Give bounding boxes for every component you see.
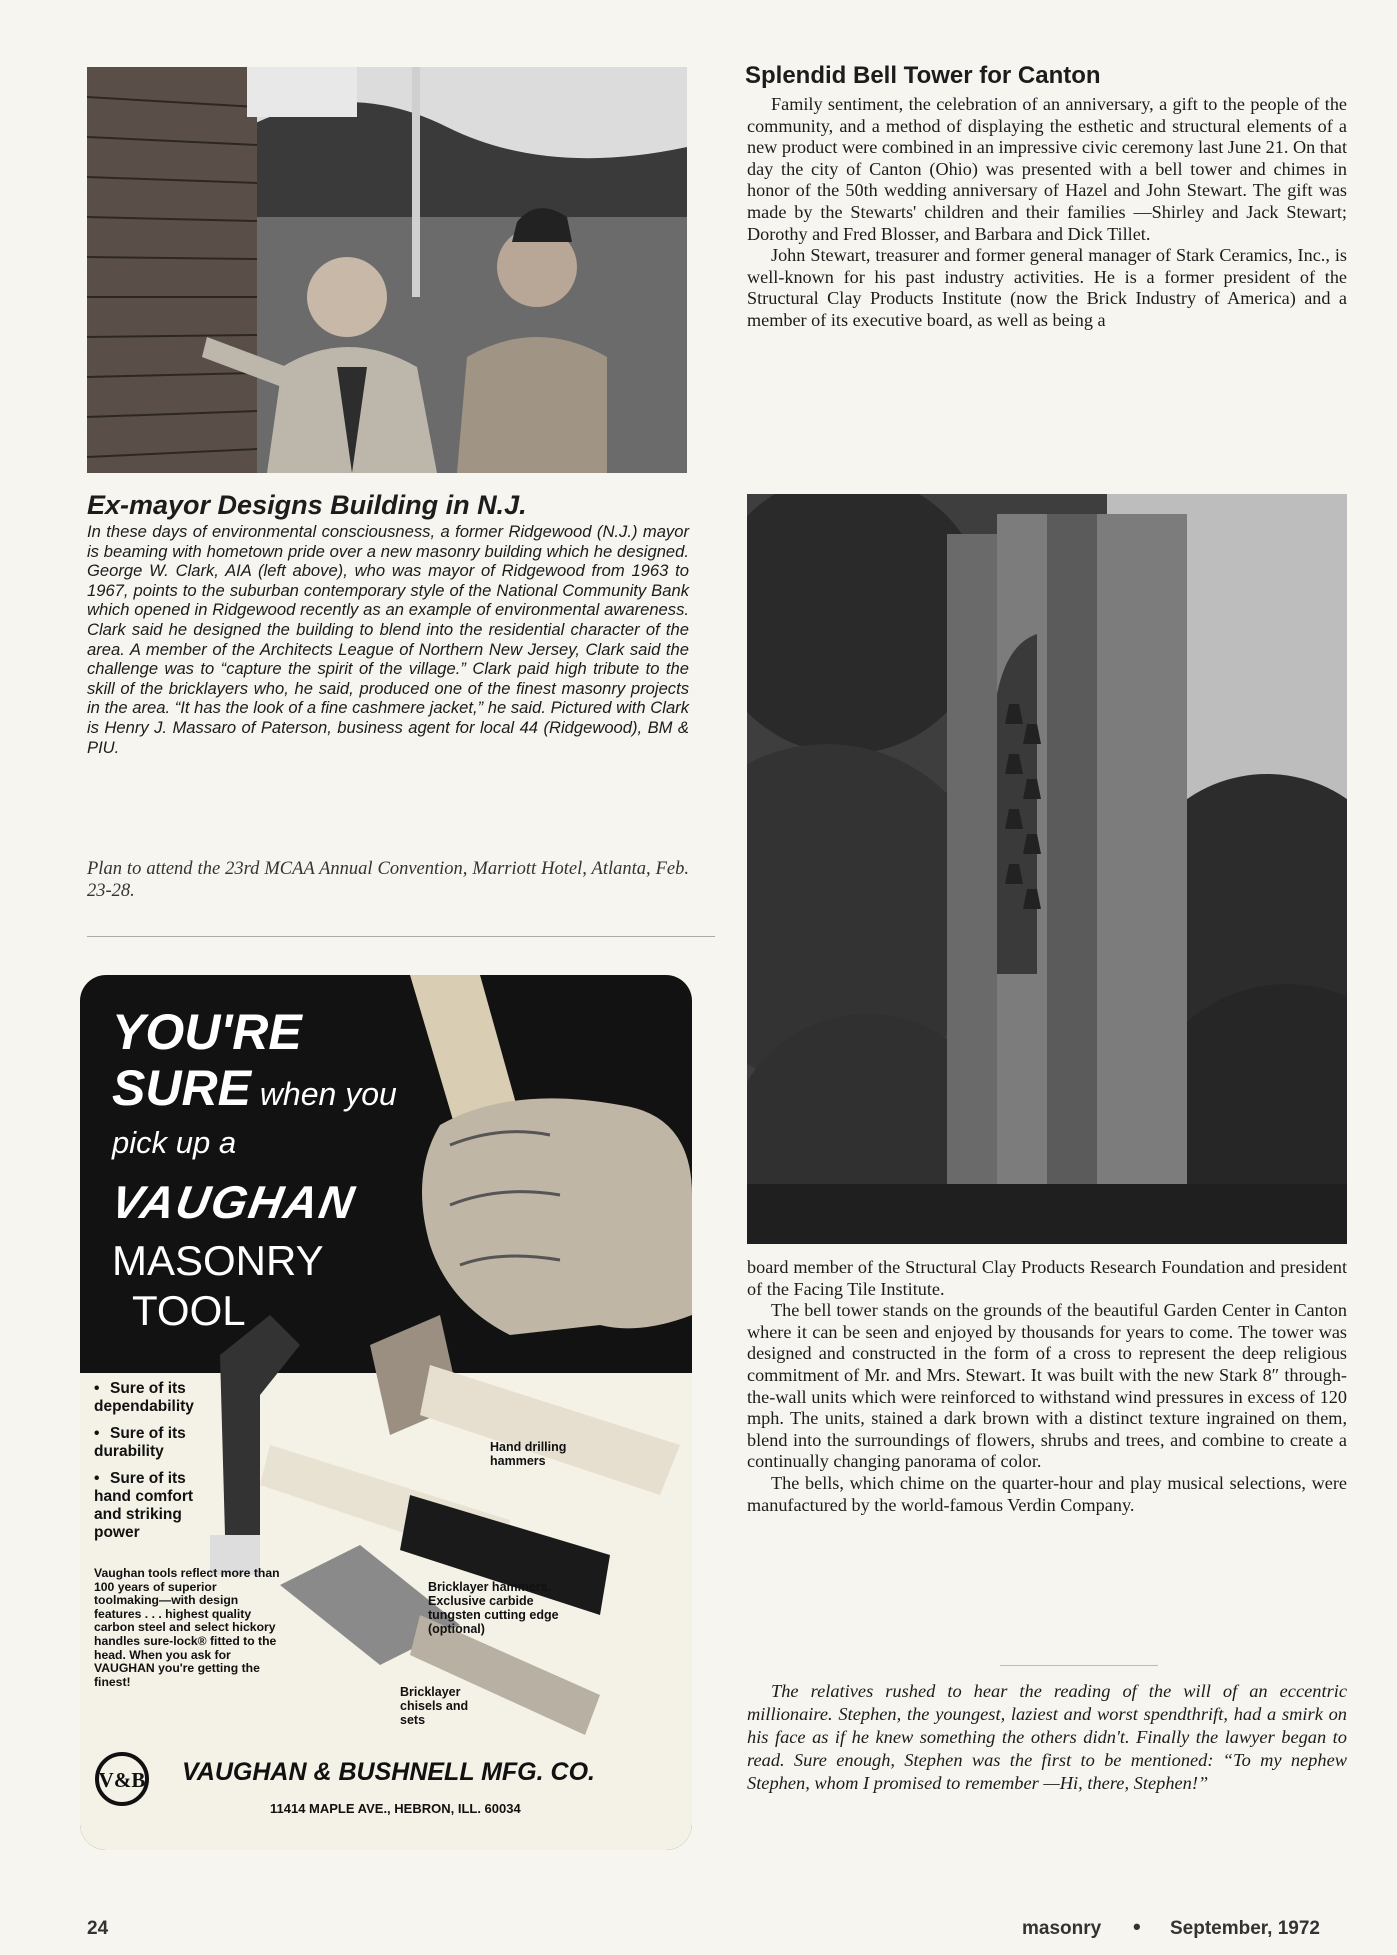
caption-bricklayer-hammers: Bricklayer hammers. Exclusive carbide tungsten cutting edge (optional) (428, 1580, 559, 1636)
ad-headline-line3: pick up a (112, 1125, 237, 1160)
caption-hand-drilling: Hand drilling hammers (490, 1440, 567, 1468)
caption-bricklayer-chisels: Bricklayer chisels and sets (400, 1685, 469, 1727)
paragraph: The bells, which chime on the quarter-hour and play musical selections, were manufactured by the world-famous Verdin Company. (747, 1472, 1347, 1515)
ad-bullet-comfort: • Sure of its hand comfort and striking power (94, 1470, 194, 1541)
page-number: 24 (87, 1918, 109, 1939)
ad-brand-logo: VAUGHAN (107, 1176, 360, 1228)
footer-magazine: masonry (1022, 1918, 1102, 1939)
photo-two-men (87, 67, 687, 473)
divider (87, 936, 715, 937)
right-headline: Splendid Bell Tower for Canton (745, 62, 1101, 89)
ad-when-you: when you (250, 1076, 397, 1112)
vb-logo-icon (94, 1751, 150, 1807)
joke-filler: The relatives rushed to hear the reading of the will of an eccentric millionaire. Stephen, the youngest, laziest and worst spendthrift, had a smirk on his face as if he knew something the others didn't. Finally the lawyer began to read. Sure enough, Stephen was the first to be mentioned: “To my nephew Stephen, whom I promised to remember —Hi, there, Stephen!” (747, 1681, 1347, 1793)
ad-headline-line2 (112, 1059, 397, 1117)
left-headline: Ex-mayor Designs Building in N.J. (87, 490, 527, 520)
ad-masonry: MASONRY (112, 1237, 324, 1284)
ad-bullet-durability: • Sure of its durability (94, 1425, 186, 1460)
convention-note: Plan to attend the 23rd MCAA Annual Convention, Marriott Hotel, Atlanta, Feb. 23-28. (87, 859, 689, 901)
paragraph: John Stewart, treasurer and former general manager of Stark Ceramics, Inc., is well-known for his past industry activities. He is a former president of the Structural Clay Products Institute (now the Brick Industry of America) and a member of its executive board, as well as being a (747, 245, 1347, 330)
left-article-body: In these days of environmental consciousness, a former Ridgewood (N.J.) mayor is beaming with hometown pride over a new masonry building which he designed. George W. Clark, AIA (left above), who was mayor of Ridgewood from 1963 to 1967, points to the suburban contemporary style of the National Community Bank which opened in Ridgewood recently as an example of environmental awareness. Clark said he designed the building to blend into the residential character of the area. A member of the Architects League of Northern New Jersey, Clark said the challenge was to “capture the spirit of the village.” Clark paid high tribute to the skill of the bricklayers who, he said, produced one of the finest masonry projects in the area. “It has the look of a fine cashmere jacket,” he said. Pictured with Clark is Henry J. Massaro of Paterson, business agent for local 44 (Ridgewood), BM & PIU. (87, 522, 689, 757)
ad-address: 11414 MAPLE AVE., HEBRON, ILL. 60034 (270, 1801, 521, 1816)
ad-headline-line1: YOU'RE (112, 1004, 302, 1060)
footer-date: September, 1972 (1170, 1918, 1320, 1939)
footer-bullet: • (1133, 1914, 1141, 1939)
right-article-top (747, 94, 1347, 332)
logo-lettering: V&B (98, 1768, 146, 1792)
photo-bell-tower (747, 494, 1347, 1244)
ad-company-name: VAUGHAN & BUSHNELL MFG. CO. (182, 1758, 595, 1786)
divider (1000, 1665, 1158, 1666)
ad-tool: TOOL (132, 1287, 246, 1334)
right-article-bottom (747, 1257, 1347, 1516)
ad-body-text: Vaughan tools reflect more than 100 years of superior toolmaking—with design features . . . highest quality carbon steel and select hickory handles sure-lock® fitted to the head. When you ask for VAUGHAN you're getting the finest! (94, 1566, 280, 1689)
ad-sure: SURE (112, 1060, 251, 1116)
paragraph: board member of the Structural Clay Products Research Foundation and president of the Facing Tile Institute. (747, 1257, 1347, 1299)
ad-bullet-dependability: • Sure of its dependability (94, 1380, 194, 1415)
paragraph: The bell tower stands on the grounds of the beautiful Garden Center in Canton where it can be seen and enjoyed by thousands for years to come. The tower was designed and constructed in the form of a cross to represent the deep religious commitment of Mr. and Mrs. Stewart. It was built with the new Stark 8″ through-the-wall units which were reinforced to withstand wind pressures in excess of 120 mph. The units, stained a dark brown with a distinct texture ingrained on them, blend into the surroundings of flowers, shrubs and trees, and combine to create a continually changing panorama of color. (747, 1300, 1347, 1472)
vaughan-advertisement (80, 975, 692, 1850)
paragraph: Family sentiment, the celebration of an anniversary, a gift to the people of the community, and a method of displaying the esthetic and structural elements of a new product were combined in an impressive civic ceremony last June 21. On that day the city of Canton (Ohio) was presented with a bell tower and chimes in honor of the 50th wedding anniversary of Hazel and John Stewart. The gift was made by the Stewarts' children and their families —Shirley and Jack Stewart; Dorothy and Fred Blosser, and Barbara and Dick Tillet. (747, 94, 1348, 244)
